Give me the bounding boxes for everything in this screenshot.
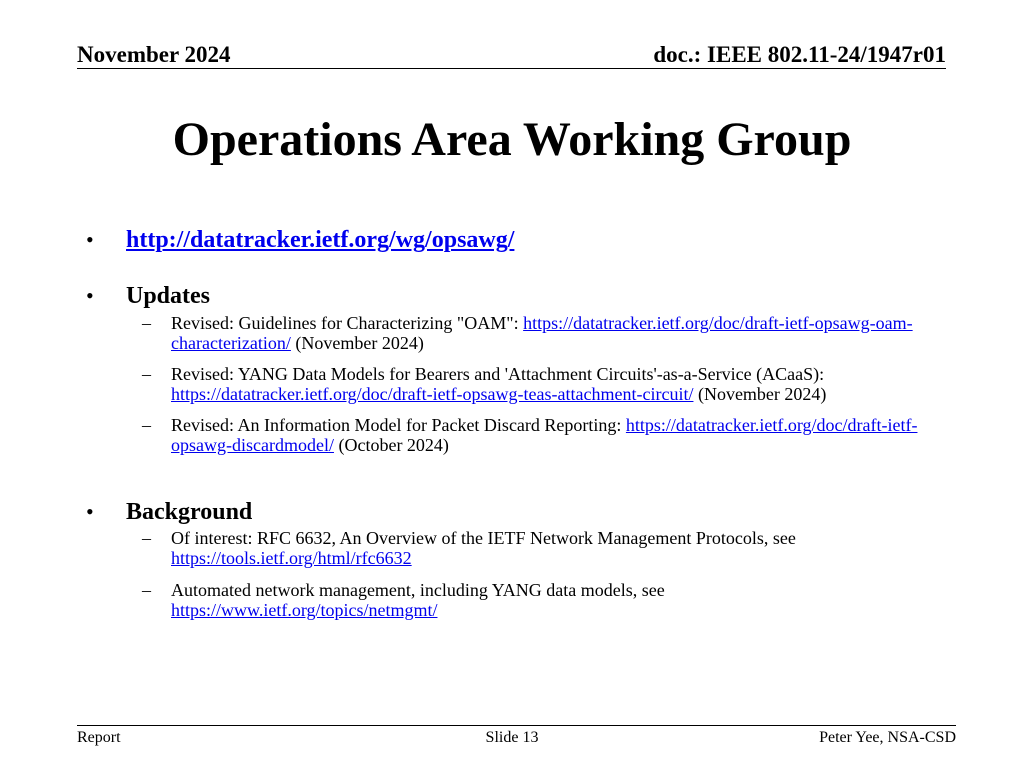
bullet-marker-updates: • (86, 283, 94, 308)
header-date: November 2024 (77, 42, 231, 67)
wg-link[interactable]: http://datatracker.ietf.org/wg/opsawg/ (126, 227, 515, 253)
footer-rule (77, 725, 956, 726)
background-item-rfc6632 (171, 528, 931, 568)
update-item-date: (November 2024) (290, 333, 424, 353)
update-item-text: Revised: An Information Model for Packet Discard Reporting: (171, 415, 626, 435)
background-item-text: Of interest: RFC 6632, An Overview of the IETF Network Management Protocols, see (171, 528, 796, 548)
footer-author: Peter Yee, NSA-CSD (819, 729, 956, 746)
slide-title: Operations Area Working Group (172, 113, 852, 166)
bullet-marker-link: • (86, 227, 94, 252)
dash-marker: – (142, 364, 151, 384)
background-item-netmgmt (171, 580, 931, 620)
background-item-link[interactable]: https://tools.ietf.org/html/rfc6632 (171, 548, 412, 568)
dash-marker: – (142, 415, 151, 435)
header-doc-id: doc.: IEEE 802.11-24/1947r01 (653, 42, 946, 67)
update-item-acaas (171, 364, 931, 404)
background-heading: Background (126, 499, 253, 525)
update-item-link[interactable]: https://datatracker.ietf.org/doc/draft-ietf-opsawg-teas-attachment-circuit/ (171, 384, 694, 404)
header-rule (77, 68, 946, 69)
background-item-link[interactable]: https://www.ietf.org/topics/netmgmt/ (171, 600, 438, 620)
update-item-oam (171, 313, 931, 353)
dash-marker: – (142, 528, 151, 548)
update-item-text: Revised: YANG Data Models for Bearers and 'Attachment Circuits'-as-a-Service (ACaaS): (171, 364, 825, 384)
dash-marker: – (142, 313, 151, 333)
footer-report: Report (77, 729, 121, 746)
background-item-text: Automated network management, including YANG data models, see (171, 580, 665, 600)
update-item-text: Revised: Guidelines for Characterizing "OAM": (171, 313, 524, 333)
bullet-marker-background: • (86, 499, 94, 524)
update-item-date: (November 2024) (693, 384, 827, 404)
update-item-link[interactable]: https://datatracker.ietf.org/doc/draft-ietf-opsawg-oam-characterization/ (171, 313, 913, 353)
dash-marker: – (142, 580, 151, 600)
bullet-wg-link (126, 225, 514, 255)
footer-slide-number: Slide 13 (485, 729, 539, 746)
update-item-discard (171, 415, 931, 455)
updates-heading: Updates (126, 283, 211, 309)
update-item-date: (October 2024) (333, 435, 449, 455)
update-item-link[interactable]: https://datatracker.ietf.org/doc/draft-ietf-opsawg-discardmodel/ (171, 415, 918, 455)
